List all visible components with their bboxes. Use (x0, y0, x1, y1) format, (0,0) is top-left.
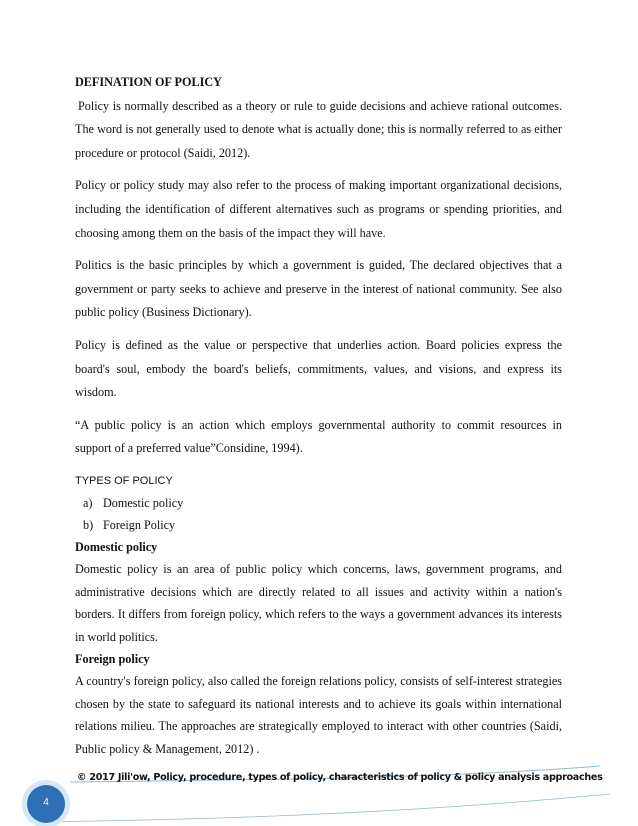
list-item-label: Foreign Policy (103, 517, 176, 532)
paragraph: “A public policy is an action which employs governmental authority to commit resources in support of a preferred value”Considine, 1994). (75, 417, 562, 456)
paragraph: Policy is normally described as a theory or rule to guide decisions and achieve rational outcomes. The word is not generally used to denote what is actually done; this is normally referred to as either procedure or protocol (Saidi, 2012). (75, 98, 562, 160)
foreign-policy-heading: Foreign policy (75, 652, 150, 667)
section-heading: DEFINATION OF POLICY (75, 75, 222, 89)
paragraph: Policy or policy study may also refer to the process of making important organizational decisions, including the identification of different alternatives such as programs or spending priorities, and choosing among them on the basis of the impact they will have. (75, 178, 562, 240)
types-heading: TYPES OF POLICY (75, 474, 173, 487)
types-list (75, 492, 562, 536)
domestic-policy-text: Domestic policy is an area of public policy which concerns, laws, government programs, and administrative decisions which are directly related to all issues and activity within a nation's borders. It differs from foreign policy, which refers to the ways a government advances its interests in world politics. (75, 561, 562, 644)
foreign-policy-text: A country's foreign policy, also called the foreign relations policy, consists of self-interest strategies chosen by the state to safeguard its national interests and to achieve its goals within international relations milieu. The approaches are strategically employed to interact with other countries (Saidi, Public policy & Management, 2012) . (75, 674, 562, 757)
page-footer (0, 760, 638, 826)
footer-copyright: © 2017 Jili'ow, Policy, procedure, types of policy, characteristics of policy & policy analysis approaches (77, 772, 603, 783)
list-item (83, 492, 562, 514)
document-body (75, 71, 562, 761)
paragraph: Politics is the basic principles by which a government is guided, The declared objectives that a government or party seeks to achieve and preserve in the interest of national community. See also public policy (Business Dictionary). (75, 258, 562, 320)
page-number: 4 (43, 797, 49, 808)
list-marker: b) (83, 517, 94, 532)
list-item (83, 514, 562, 536)
paragraph: Policy is defined as the value or perspective that underlies action. Board policies express the board's soul, embody the board's beliefs, commitments, values, and visions, and express its wisdom. (75, 337, 562, 400)
footer-decoration (0, 760, 638, 826)
list-marker: a) (83, 495, 93, 510)
domestic-policy-heading: Domestic policy (75, 539, 158, 554)
list-item-label: Domestic policy (103, 495, 184, 510)
